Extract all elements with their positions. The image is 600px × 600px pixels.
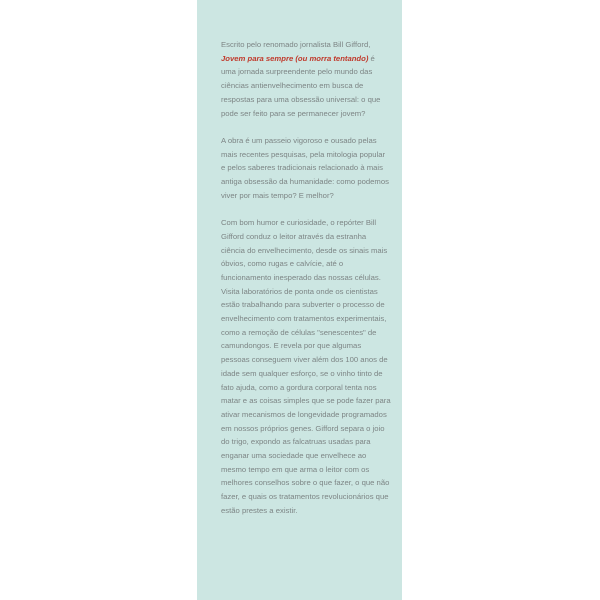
description-panel bbox=[197, 0, 402, 600]
intro-continuation: é uma jornada surpreendente pelo mundo das ciências antienvelhecimento em busca de respostas para uma obsessão universal: o que pode ser feito para se permanecer jovem? bbox=[221, 53, 381, 118]
book-description bbox=[221, 38, 391, 531]
description-paragraph-1 bbox=[221, 38, 391, 120]
description-paragraph-3: Com bom humor e curiosidade, o repórter Bill Gifford conduz o leitor através da estranha ciência do envelhecimento, desde os sinais mais óbvios, como rugas e calvície, até o funcionamento inesperado das nossas células. Visita laboratórios de ponta onde os cientistas estão trabalhando para subverter o processo de envelhecimento com tratamentos experimentais, como a remoção de células "senescentes" de camundongos. E revela por que algumas pessoas conseguem viver além dos 100 anos de idade sem qualquer esforço, se o vinho tinto de fato ajuda, como a gordura corporal tenta nos matar e as coisas simples que se pode fazer para ativar mecanismos de longevidade programados em nossos próprios genes. Gifford separa o joio do trigo, expondo as falcatruas usadas para enganar uma sociedade que envelhece ao mesmo tempo em que arma o leitor com os melhores conselhos sobre o que fazer, o que não fazer, e quais os tratamentos revolucionários que estão prestes a existir. bbox=[221, 218, 391, 515]
intro-text: Escrito pelo renomado jornalista Bill Gifford, bbox=[221, 40, 371, 49]
book-title: Jovem para sempre (ou morra tentando) bbox=[221, 53, 369, 63]
description-paragraph-2: A obra é um passeio vigoroso e ousado pelas mais recentes pesquisas, pela mitologia popular e pelos saberes tradicionais relacionado à mais antiga obsessão da humanidade: como podemos viver por mais tempo? E melhor? bbox=[221, 135, 389, 200]
